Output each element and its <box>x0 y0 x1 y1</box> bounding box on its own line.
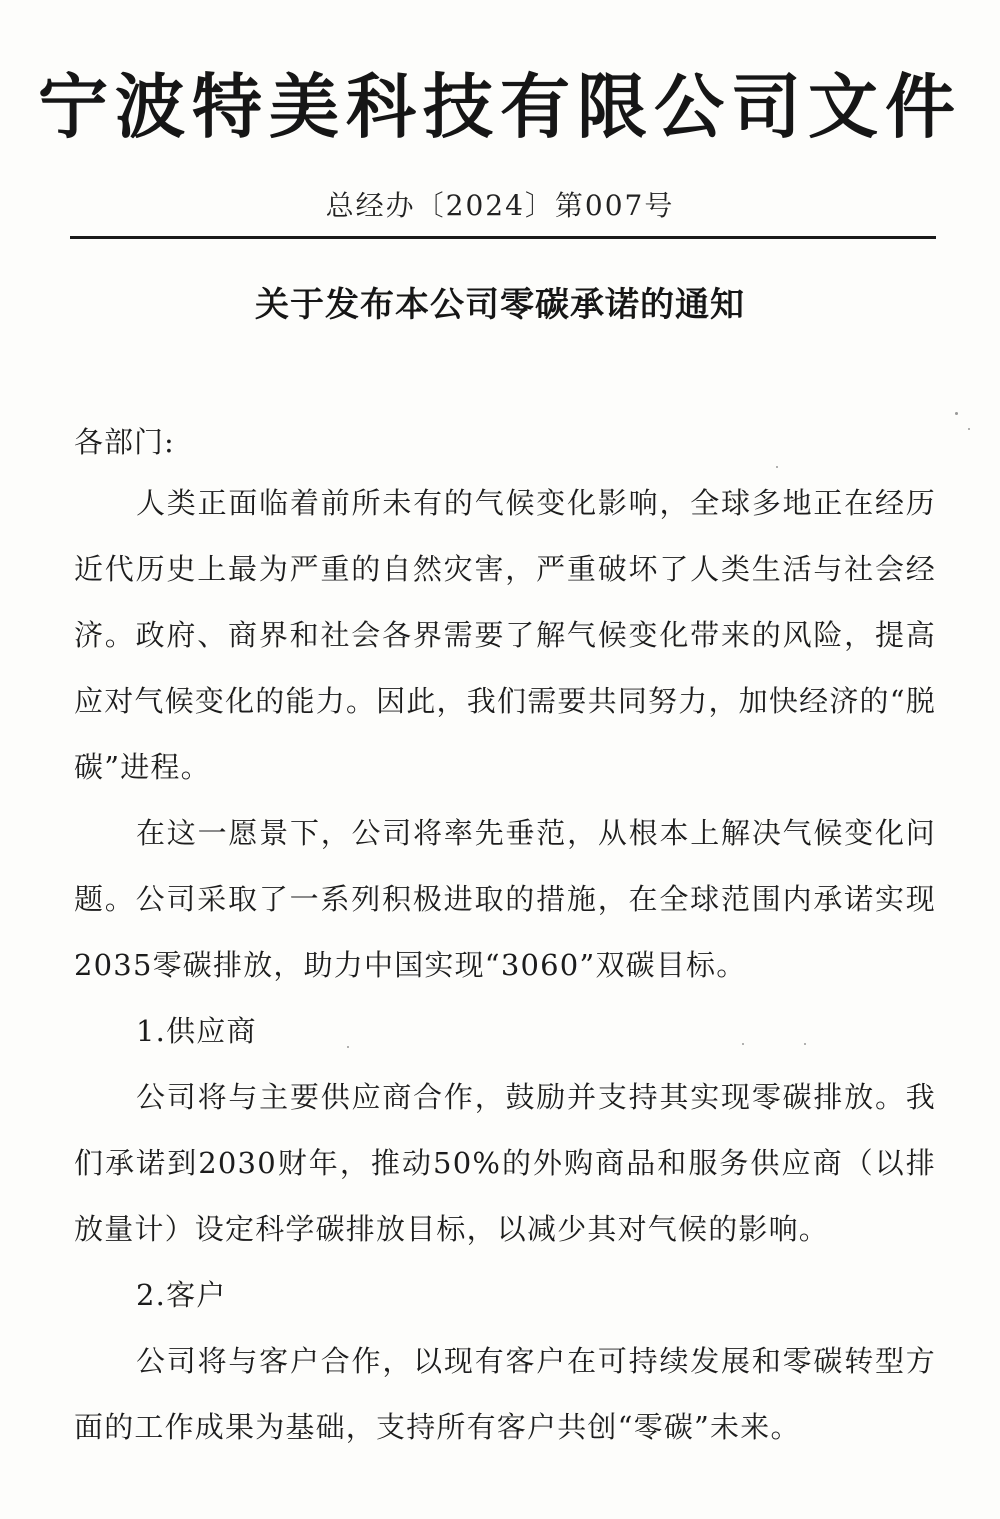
paragraph-customers: 公司将与客户合作，以现有客户在可持续发展和零碳转型方面的工作成果为基础，支持所有客户共创“零碳”未来。 <box>74 1344 936 1444</box>
header-divider-line <box>70 236 936 239</box>
scan-speck <box>776 466 778 468</box>
paragraph-climate-impact: 人类正面临着前所未有的气候变化影响，全球多地正在经历近代历史上最为严重的自然灾害，严重破坏了人类生活与社会经济。政府、商界和社会各界需要了解气候变化带来的风险，提高应对气候变化的能力。因此，我们需要共同努力，加快经济的“脱碳”进程。 <box>74 486 936 784</box>
paragraph-suppliers: 公司将与主要供应商合作，鼓励并支持其实现零碳排放。我们承诺到2030财年，推动50%的外购商品和服务供应商（以排放量计）设定科学碳排放目标，以减少其对气候的影响。 <box>74 1080 936 1246</box>
paragraph-company-commitment: 在这一愿景下，公司将率先垂范，从根本上解决气候变化问题。公司采取了一系列积极进取的措施，在全球范围内承诺实现2035零碳排放，助力中国实现“3060”双碳目标。 <box>74 816 936 982</box>
notice-body <box>74 470 936 1460</box>
organization-header-title: 宁波特美科技有限公司文件 <box>38 66 962 148</box>
scan-speck <box>968 428 970 430</box>
scan-speck <box>742 1043 744 1045</box>
section-heading-suppliers: 1.供应商 <box>136 1014 257 1048</box>
scan-speck <box>955 412 958 415</box>
document-number: 总经办〔2024〕第007号 <box>325 189 675 222</box>
scan-speck <box>347 1046 349 1048</box>
section-heading-customers: 2.客户 <box>136 1278 227 1312</box>
addressee: 各部门: <box>74 425 175 459</box>
notice-title: 关于发布本公司零碳承诺的通知 <box>255 285 745 325</box>
scan-speck <box>804 1043 806 1045</box>
